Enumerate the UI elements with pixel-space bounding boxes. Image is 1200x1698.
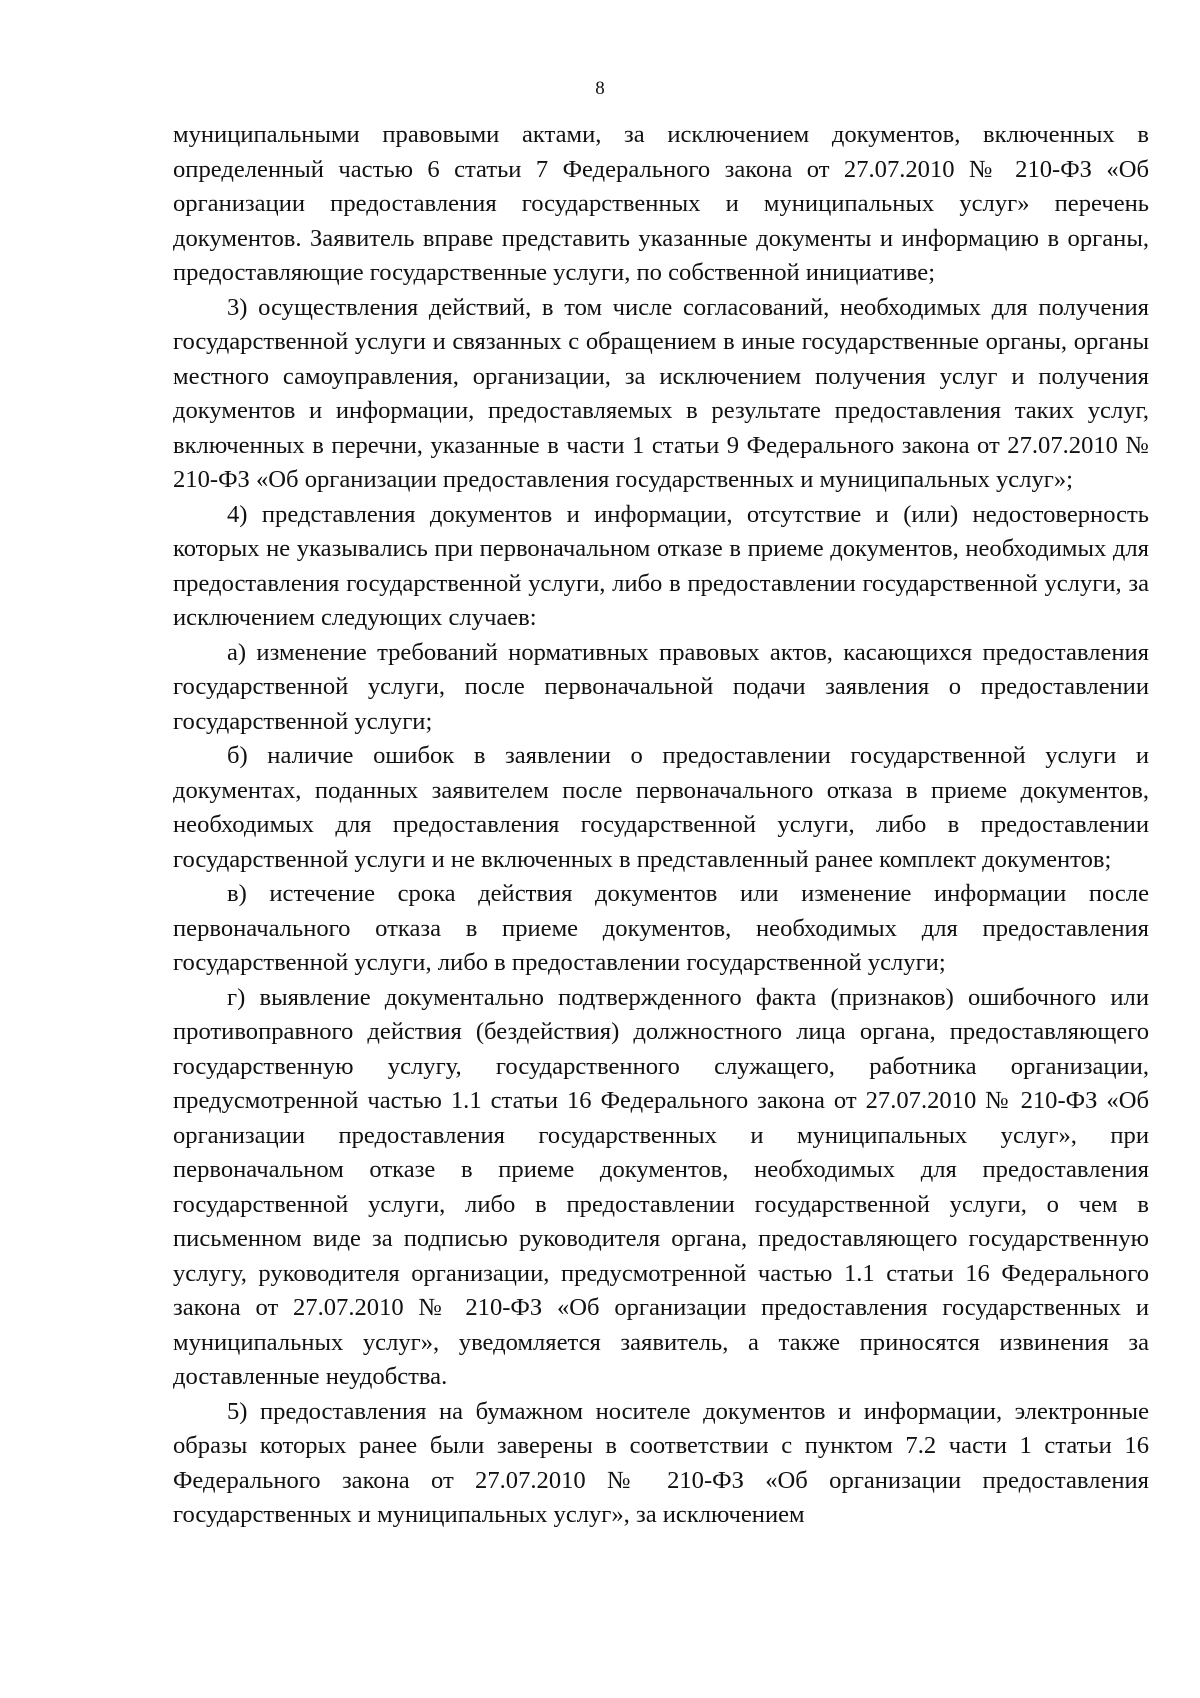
subparagraph-a: а) изменение требований нормативных правовых актов, касающихся предоставления государственной услуги, после первоначальной подачи заявления о предоставлении государственной услуги;: [173, 638, 1149, 735]
subparagraph-g: г) выявление документально подтвержденного факта (признаков) ошибочного или противоправного действия (бездействия) должностного лица органа, предоставляющего государственную услугу, государственного служащего, работника организации, предусмотренной частью 1.1 статьи 16 Федерального закона от 27.07.2010 № 210-ФЗ «Об организации предоставления государственных и муниципальных услуг», при первоначальном отказе в приеме документов, необходимых для предоставления государственной услуги, либо в предоставлении государственной услуги, о чем в письменном виде за подписью руководителя органа, предоставляющего государственную услугу, руководителя организации, предусмотренной частью 1.1 статьи 16 Федерального закона от 27.07.2010 № 210-ФЗ «Об организации предоставления государственных и муниципальных услуг», уведомляется заявитель, а также приносятся извинения за доставленные неудобства.: [173, 983, 1149, 1390]
paragraph-continuation: муниципальными правовыми актами, за исключением документов, включенных в определенный частью 6 статьи 7 Федерального закона от 27.07.2010 № 210-ФЗ «Об организации предоставления государственных и муниципальных услуг» перечень документов. Заявитель вправе представить указанные документы и информацию в органы, предоставляющие государственные услуги, по собственной инициативе;: [173, 121, 1149, 286]
page-number: 8: [595, 78, 605, 99]
paragraph-item-3: 3) осуществления действий, в том числе согласований, необходимых для получения государственной услуги и связанных с обращением в иные государственные органы, органы местного самоуправления, организации, за исключением получения услуг и получения документов и информации, предоставляемых в результате предоставления таких услуг, включенных в перечни, указанные в части 1 статьи 9 Федерального закона от 27.07.2010 № 210-ФЗ «Об организации предоставления государственных и муниципальных услуг»;: [173, 293, 1149, 493]
paragraph-item-4: 4) представления документов и информации, отсутствие и (или) недостоверность которых не указывались при первоначальном отказе в приеме документов, необходимых для предоставления государственной услуги, либо в предоставлении государственной услуги, за исключением следующих случаев:: [173, 500, 1149, 631]
subparagraph-v: в) истечение срока действия документов или изменение информации после первоначального отказа в приеме документов, необходимых для предоставления государственной услуги, либо в предоставлении государственной услуги;: [173, 880, 1149, 976]
paragraph-item-5: 5) предоставления на бумажном носителе документов и информации, электронные образы которых ранее были заверены в соответствии с пунктом 7.2 части 1 статьи 16 Федерального закона от 27.07.2010 № 210-ФЗ «Об организации предоставления государственных и муниципальных услуг», за исключением: [173, 1397, 1149, 1528]
document-body: [173, 118, 1149, 1533]
subparagraph-b: б) наличие ошибок в заявлении о предоставлении государственной услуги и документах, поданных заявителем после первоначального отказа в приеме документов, необходимых для предоставления государственной услуги, либо в предоставлении государственной услуги и не включенных в представленный ранее комплект документов;: [173, 742, 1149, 873]
